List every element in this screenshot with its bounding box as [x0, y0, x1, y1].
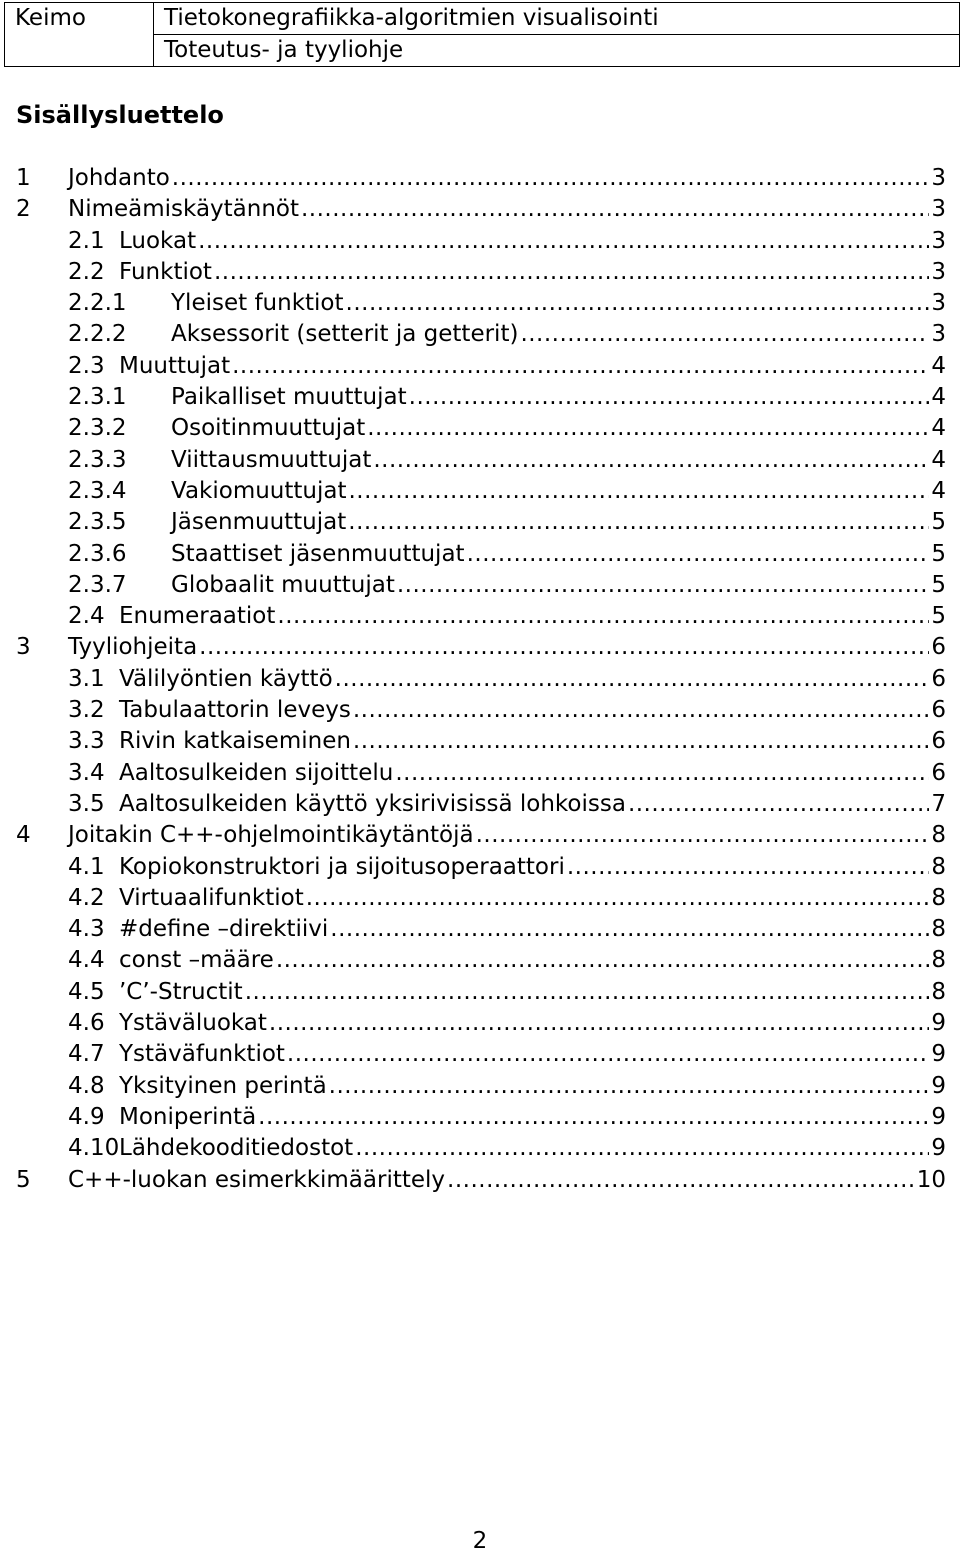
toc-entry[interactable] — [16, 288, 946, 319]
toc-entry[interactable] — [16, 413, 946, 444]
toc-dot-leader — [335, 664, 930, 695]
toc-entry-page: 6 — [931, 634, 946, 661]
toc-entry[interactable] — [16, 445, 946, 476]
toc-entry-page: 9 — [931, 1041, 946, 1068]
toc-entry-number: 2.3.4 — [68, 477, 127, 504]
toc-dot-leader — [355, 1133, 929, 1164]
toc-entry-title: Aaltosulkeiden käyttö yksirivisissä lohkoissa — [119, 790, 626, 817]
toc-entry-number: 1 — [16, 165, 31, 191]
toc-entry-page: 4 — [931, 477, 946, 504]
toc-entry-title: Moniperintä — [119, 1103, 257, 1130]
toc-entry-page: 8 — [931, 978, 946, 1005]
toc-entry-page: 7 — [931, 790, 946, 817]
toc-entry-title: Kopiokonstruktori ja sijoitusoperaattori — [119, 853, 565, 880]
toc-entry-title: Tabulaattorin leveys — [119, 697, 351, 724]
toc-entry[interactable] — [16, 507, 946, 538]
toc-entry-title: #define –direktiivi — [119, 916, 329, 943]
toc-entry-number: 2.2 — [68, 258, 105, 285]
toc-entry[interactable] — [16, 945, 946, 976]
toc-dot-leader — [199, 632, 929, 663]
toc-entry-title: Rivin katkaiseminen — [119, 728, 351, 755]
document-header — [4, 2, 960, 67]
toc-entry-title: Globaalit muuttujat — [171, 571, 395, 598]
toc-entry[interactable] — [16, 977, 946, 1008]
toc-entry-page: 6 — [931, 665, 946, 692]
toc-dot-leader — [520, 319, 929, 350]
toc-entry-page: 9 — [931, 1072, 946, 1099]
toc-entry-title: Lähdekooditiedostot — [119, 1135, 354, 1162]
toc-dot-leader — [258, 1102, 929, 1133]
toc-entry-page: 3 — [931, 290, 946, 317]
toc-entry[interactable] — [16, 1008, 946, 1039]
toc-dot-leader — [269, 1008, 929, 1039]
toc-entry-page: 5 — [931, 571, 946, 598]
toc-dot-leader — [353, 695, 930, 726]
toc-dot-leader — [349, 476, 930, 507]
toc-dot-leader — [397, 570, 930, 601]
toc-entry-title: Virtuaalifunktiot — [119, 884, 304, 911]
toc-entry-page: 8 — [931, 916, 946, 943]
toc-entry-number: 4.1 — [68, 853, 105, 880]
toc-entry[interactable] — [16, 476, 946, 507]
toc-entry-number: 4.3 — [68, 916, 105, 943]
toc-entry-title: Osoitinmuuttujat — [171, 415, 366, 442]
toc-dot-leader — [214, 257, 929, 288]
toc-entry[interactable] — [16, 695, 946, 726]
toc-entry-number: 2.3.2 — [68, 415, 127, 442]
toc-entry-title: Paikalliset muuttujat — [171, 384, 407, 411]
toc-entry[interactable] — [16, 1039, 946, 1070]
toc-entry-page: 5 — [931, 540, 946, 567]
toc-dot-leader — [287, 1039, 929, 1070]
toc-entry-number: 2.4 — [68, 603, 105, 630]
toc-entry-title: Välilyöntien käyttö — [119, 665, 333, 692]
toc-dot-leader — [329, 1071, 930, 1102]
toc-entry-title: Jäsenmuuttujat — [171, 509, 347, 536]
toc-dot-leader — [348, 507, 929, 538]
toc-entry-title: Muuttujat — [119, 352, 231, 379]
toc-entry-number: 2.3.1 — [68, 384, 127, 411]
toc-entry-title: C++-luokan esimerkkimäärittely — [68, 1166, 446, 1193]
toc-entry-page: 6 — [931, 728, 946, 755]
toc-entry-page: 3 — [931, 227, 946, 254]
toc-entry-page: 8 — [931, 884, 946, 911]
toc-entry-page: 5 — [931, 509, 946, 536]
toc-entry-page: 3 — [931, 258, 946, 285]
toc-entry-number: 2.1 — [68, 227, 105, 254]
toc-entry-page: 3 — [931, 165, 946, 191]
toc-dot-leader — [476, 820, 930, 851]
toc-entry-number: 4.7 — [68, 1041, 105, 1068]
toc-entry-page: 4 — [931, 384, 946, 411]
toc-entry-page: 9 — [931, 1103, 946, 1130]
toc-entry-number: 4.4 — [68, 947, 105, 974]
toc-entry[interactable] — [16, 789, 946, 820]
toc-entry[interactable] — [16, 664, 946, 695]
page-number: 2 — [472, 1528, 488, 1554]
toc-entry-title: Staattiset jäsenmuuttujat — [171, 540, 465, 567]
toc-dot-leader — [277, 601, 929, 632]
toc-heading: Sisällysluettelo — [16, 101, 224, 129]
toc-entry-title: Ystäväfunktiot — [119, 1041, 285, 1068]
toc-entry-page: 6 — [931, 697, 946, 724]
toc-entry-number: 2.3.7 — [68, 571, 127, 598]
toc-entry-page: 9 — [931, 1010, 946, 1037]
toc-entry-page: 8 — [931, 822, 946, 849]
toc-entry[interactable] — [16, 601, 946, 632]
toc-entry-number: 2.2.2 — [68, 321, 127, 348]
toc-entry-page: 3 — [931, 196, 946, 223]
toc-dot-leader — [395, 758, 929, 789]
toc-entry[interactable] — [16, 382, 946, 413]
toc-entry-title: const –määre — [119, 947, 274, 974]
toc-entry-number: 4.9 — [68, 1103, 105, 1130]
toc-dot-leader — [447, 1165, 915, 1196]
toc-entry-page: 8 — [931, 947, 946, 974]
toc-entry[interactable] — [16, 226, 946, 257]
toc-entry[interactable] — [16, 539, 946, 570]
toc-entry[interactable] — [16, 570, 946, 601]
toc-entry-number: 2.2.1 — [68, 290, 127, 317]
toc-entry[interactable] — [16, 883, 946, 914]
toc-entry[interactable] — [16, 726, 946, 757]
toc-dot-leader — [330, 914, 929, 945]
toc-entry-number: 4.2 — [68, 884, 105, 911]
toc-entry-page: 5 — [931, 603, 946, 630]
toc-entry-title: Aaltosulkeiden sijoittelu — [119, 759, 394, 786]
toc-dot-leader — [409, 382, 930, 413]
toc-entry-page: 9 — [931, 1135, 946, 1162]
toc-entry[interactable] — [16, 319, 946, 350]
toc-entry-number: 3.4 — [68, 759, 105, 786]
toc-dot-leader — [276, 945, 930, 976]
toc-dot-leader — [306, 883, 930, 914]
header-author: Keimo — [5, 3, 154, 67]
header-title: Tietokonegrafiikka-algoritmien visualisointi — [154, 3, 960, 35]
toc-entry-page: 8 — [931, 853, 946, 880]
toc-entry-page: 6 — [931, 759, 946, 786]
toc-entry-number: 3.5 — [68, 790, 105, 817]
toc-entry-number: 2.3.6 — [68, 540, 127, 567]
toc-entry-title: Johdanto — [68, 165, 170, 191]
toc-entry-number: 2 — [16, 196, 31, 223]
toc-dot-leader — [198, 226, 929, 257]
toc-entry-number: 4.5 — [68, 978, 105, 1005]
toc-entry-page: 10 — [916, 1166, 946, 1193]
toc-entry-page: 4 — [931, 352, 946, 379]
toc-dot-leader — [373, 445, 929, 476]
toc-entry-title: Ystäväluokat — [119, 1010, 267, 1037]
toc-dot-leader — [567, 852, 930, 883]
toc-entry-page: 4 — [931, 415, 946, 442]
toc-entry-title: Funktiot — [119, 258, 212, 285]
toc-entry-number: 4.6 — [68, 1010, 105, 1037]
toc-entry-number: 3 — [16, 634, 31, 661]
toc-entry[interactable] — [16, 163, 946, 194]
toc-entry-title: ’C’-Structit — [119, 978, 243, 1005]
toc-dot-leader — [245, 977, 930, 1008]
toc-entry[interactable] — [16, 257, 946, 288]
toc-entry-title: Aksessorit (setterit ja getterit) — [171, 321, 519, 348]
toc-entry[interactable] — [16, 758, 946, 789]
toc-dot-leader — [367, 413, 929, 444]
toc-entry-title: Yleiset funktiot — [171, 290, 344, 317]
toc-dot-leader — [628, 789, 929, 820]
toc-dot-leader — [301, 194, 929, 225]
toc-entry-number: 4.8 — [68, 1072, 105, 1099]
toc-entry[interactable] — [16, 1071, 946, 1102]
toc-dot-leader — [353, 726, 929, 757]
toc-entry[interactable] — [16, 194, 946, 225]
toc-entry-number: 2.3 — [68, 352, 105, 379]
toc-entry-title: Viittausmuuttujat — [171, 446, 372, 473]
toc-entry-number: 3.1 — [68, 665, 105, 692]
toc-entry[interactable] — [16, 1102, 946, 1133]
toc-entry-page: 4 — [931, 446, 946, 473]
toc-entry[interactable] — [16, 852, 946, 883]
toc-entry-title: Nimeämiskäytännöt — [68, 196, 299, 223]
toc-entry-number: 4.10 — [68, 1135, 120, 1162]
toc-entry-page: 3 — [931, 321, 946, 348]
toc-dot-leader — [346, 288, 930, 319]
header-subtitle: Toteutus- ja tyyliohje — [154, 35, 960, 67]
toc-entry[interactable] — [16, 351, 946, 382]
table-of-contents — [16, 163, 946, 1196]
toc-entry[interactable] — [16, 632, 946, 663]
toc-entry-title: Luokat — [119, 227, 197, 254]
toc-entry-number: 3.2 — [68, 697, 105, 724]
toc-entry-title: Enumeraatiot — [119, 603, 276, 630]
toc-dot-leader — [232, 351, 929, 382]
toc-entry-title: Joitakin C++-ohjelmointikäytäntöjä — [68, 822, 474, 849]
toc-dot-leader — [467, 539, 930, 570]
toc-entry-number: 2.3.3 — [68, 446, 127, 473]
toc-entry[interactable] — [16, 1133, 946, 1164]
toc-entry-number: 3.3 — [68, 728, 105, 755]
toc-entry-title: Vakiomuuttujat — [171, 477, 347, 504]
toc-entry-number: 4 — [16, 822, 31, 849]
toc-entry-title: Tyyliohjeita — [68, 634, 198, 661]
toc-entry[interactable] — [16, 1165, 946, 1196]
toc-dot-leader — [172, 163, 930, 194]
toc-entry-number: 2.3.5 — [68, 509, 127, 536]
toc-entry-number: 5 — [16, 1166, 31, 1193]
toc-entry-title: Yksityinen perintä — [119, 1072, 327, 1099]
toc-entry[interactable] — [16, 820, 946, 851]
toc-entry[interactable] — [16, 914, 946, 945]
